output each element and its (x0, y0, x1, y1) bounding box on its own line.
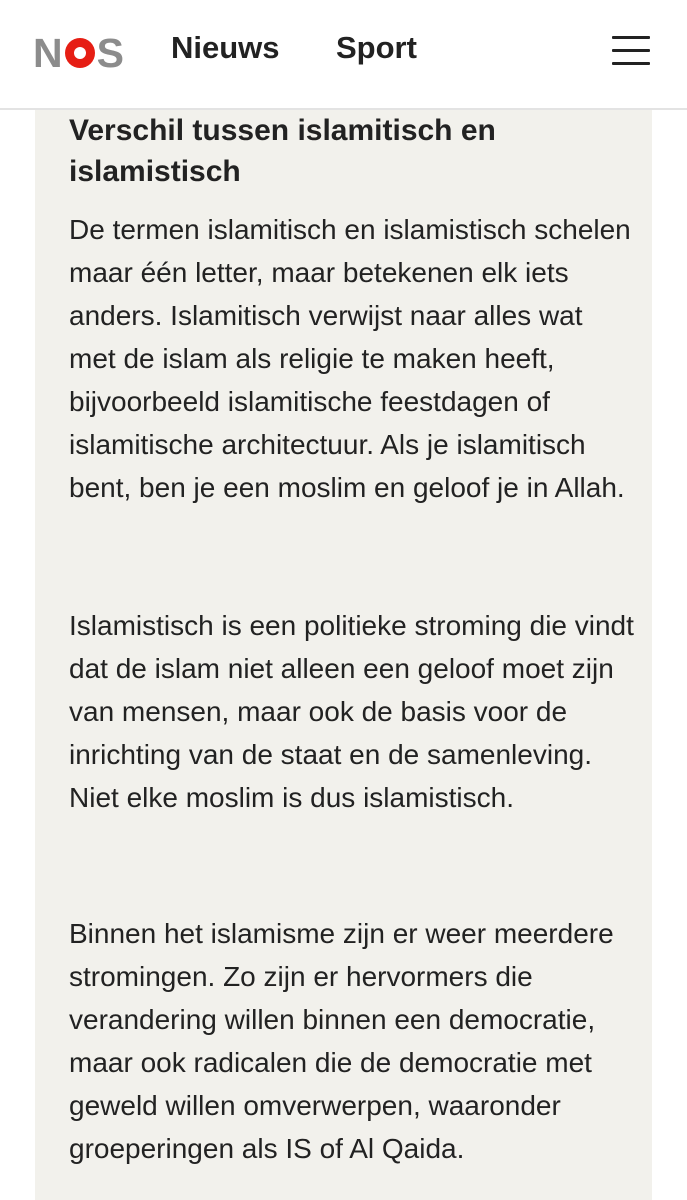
explainer-box (35, 110, 652, 1200)
logo-letter-s: S (96, 30, 123, 76)
menu-bar-top (612, 36, 650, 39)
logo-letter-o-red-circle (65, 38, 95, 68)
hamburger-menu-icon[interactable] (612, 36, 652, 66)
explainer-paragraph: Islamistisch is een politieke stroming die vindt dat de islam niet alleen een geloof moet zijn van mensen, maar ook de basis voor de inrichting van de staat en de samenleving. Niet elke moslim is dus islamistisch. (69, 610, 634, 813)
explainer-paragraph: De termen islamitisch en islamistisch schelen maar één letter, maar betekenen elk iets anders. Islamitisch verwijst naar alles wat met de islam als religie te maken heeft, bijvoorbeeld islamitische feestdagen of islamitische architectuur. Als je islamitisch bent, ben je een moslim en geloof je in Allah. (69, 214, 631, 503)
explainer-box-title: Verschil tussen islamitisch en islamistisch (69, 114, 496, 188)
explainer-paragraph: Binnen het islamisme zijn er weer meerdere stromingen. Zo zijn er hervormers die verandering willen binnen een democratie, maar ook radicalen die de democratie met geweld willen omverwerpen, waaronder groeperingen als IS of Al Qaida. (69, 918, 614, 1164)
top-navigation-bar (0, 0, 687, 110)
nos-logo[interactable] (33, 30, 123, 76)
menu-bar-bottom (612, 62, 650, 65)
menu-bar-middle (612, 49, 650, 52)
nav-link-nieuws[interactable]: Nieuws (171, 30, 280, 65)
nav-link-sport[interactable]: Sport (336, 30, 417, 65)
logo-letter-n: N (33, 30, 62, 76)
